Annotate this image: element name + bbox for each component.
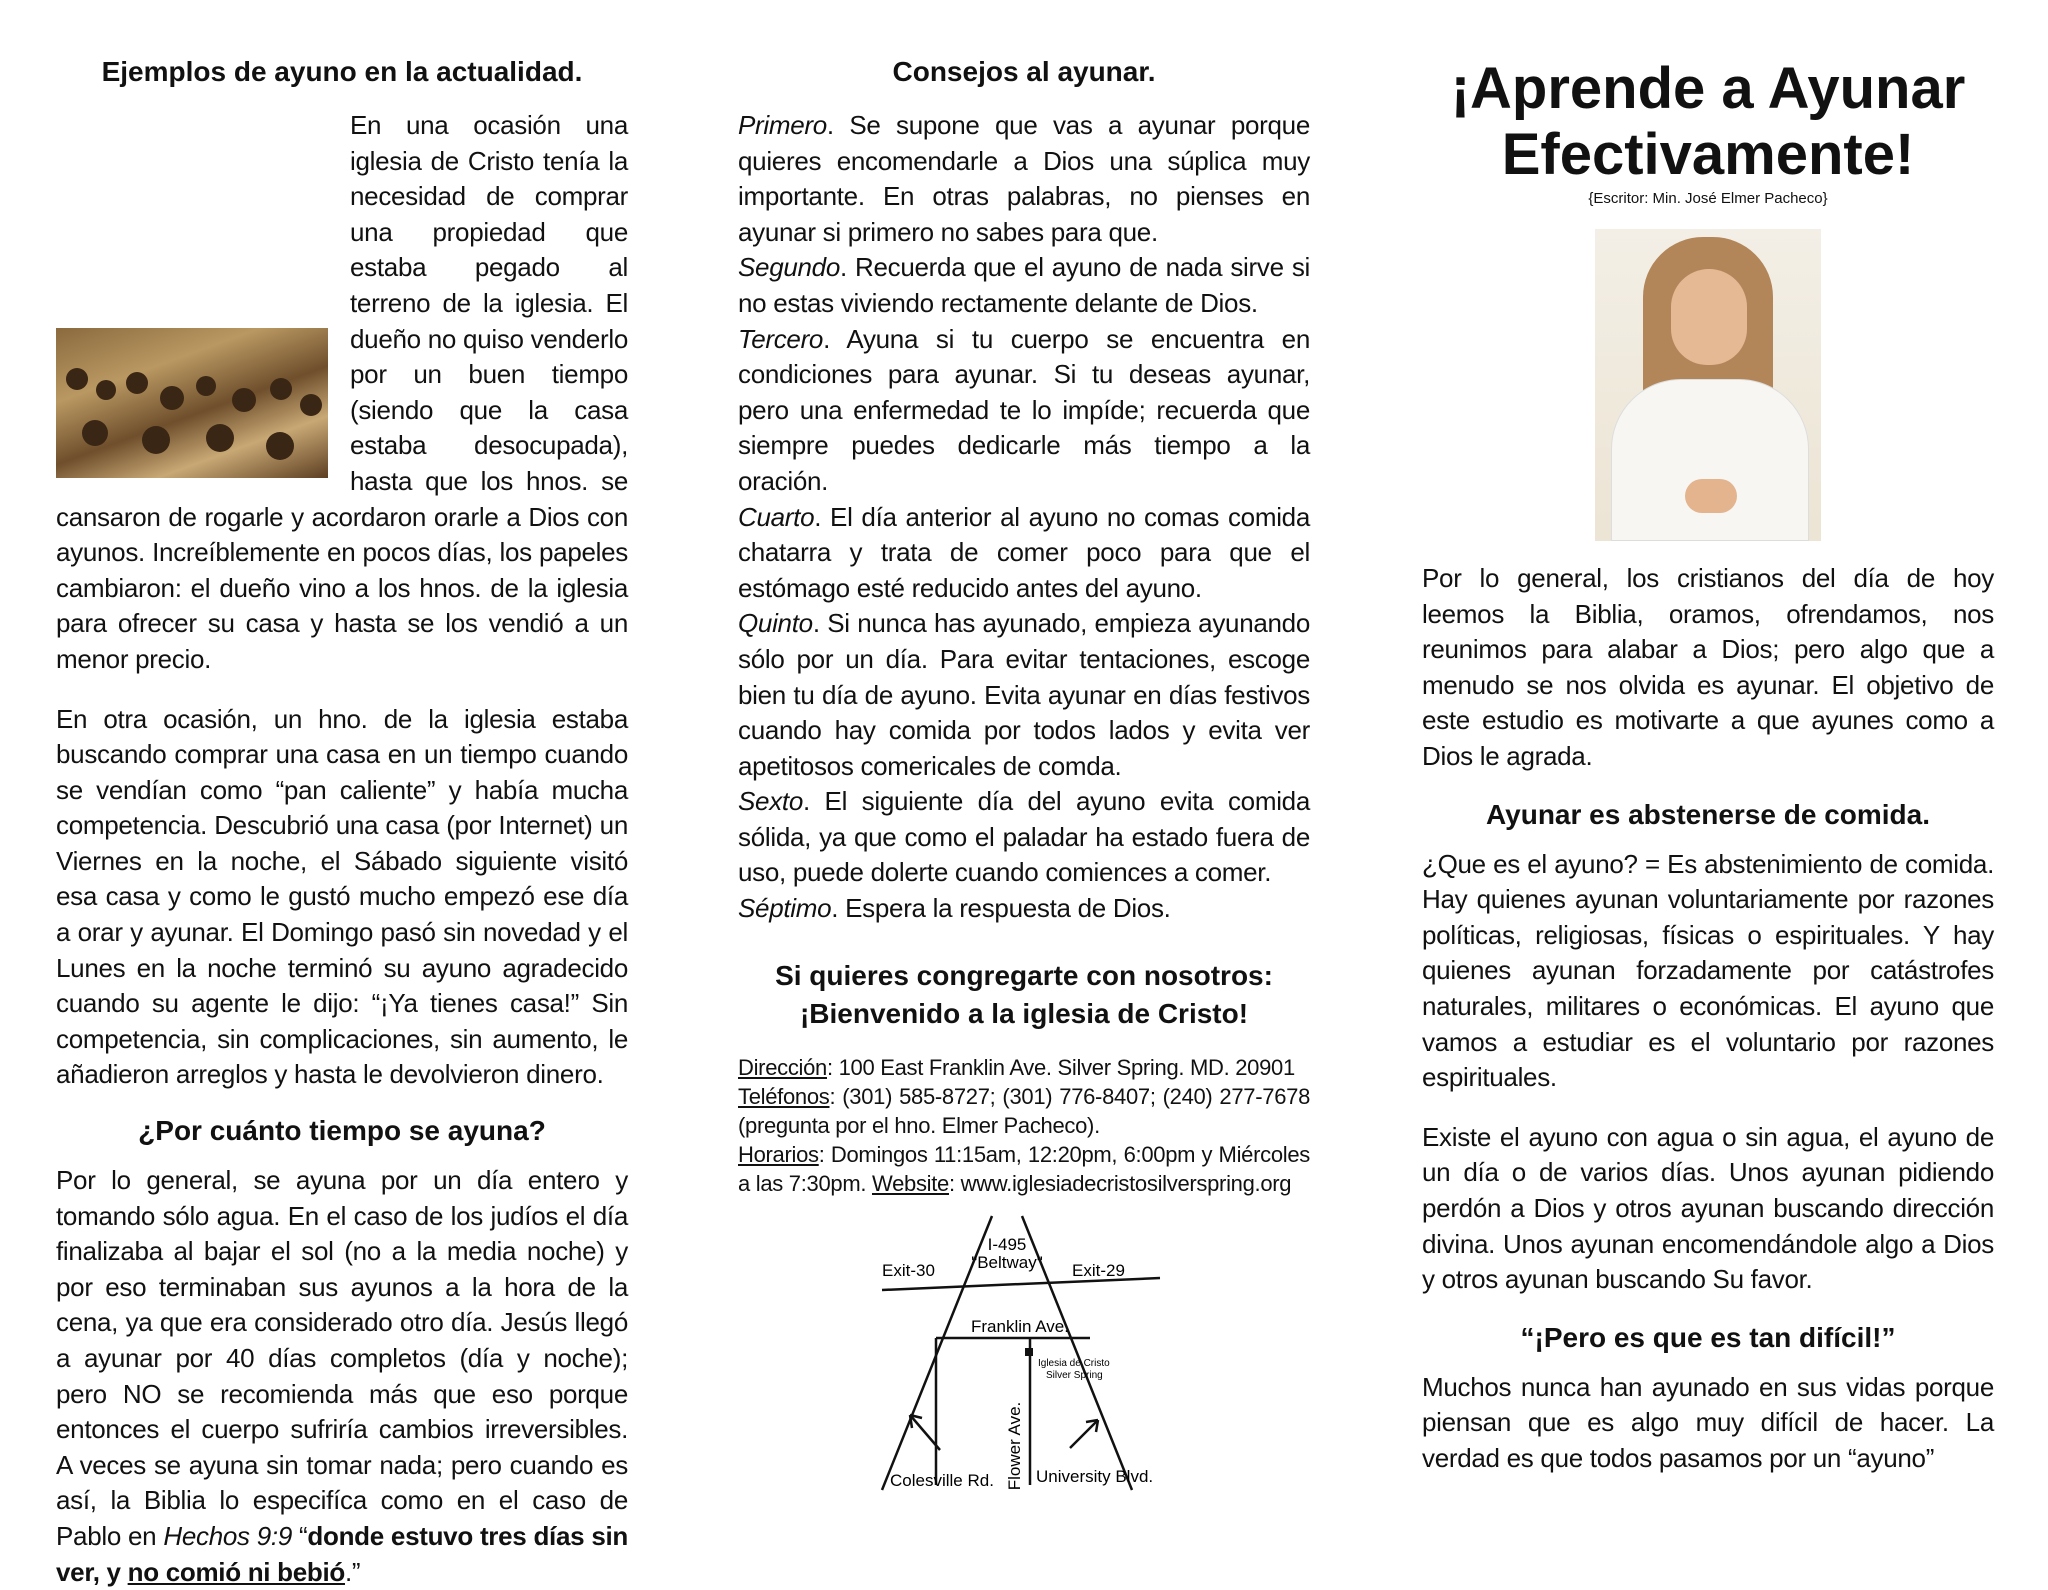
address-value: : 100 East Franklin Ave. Silver Spring. MD. 20901 <box>827 1054 1295 1080</box>
author-credit: {Escritor: Min. José Elmer Pacheco} <box>1588 190 1828 207</box>
map-label-university: University Blvd. <box>1036 1466 1154 1486</box>
example-text-1-content: En una ocasión una iglesia de Cristo tenía la necesidad de comprar una propiedad que estaba pegado al terreno de la iglesia. El dueño no quiso venderlo por un buen tiempo (siendo que la casa estaba desocupada), hasta que los hnos. se cansaron de rogarle y acordaron orarle a Dios con ayunos. Increíblemente en pocos días, los papeles cambiaron: el dueño vino a los hnos. de la iglesia para ofrecer su casa y hasta se los vendió a un menor precio. <box>56 110 628 674</box>
tip-label-7: Séptimo <box>738 893 832 924</box>
hours-value: : Domingos 11:15am, 12:20pm, 6:00pm y Miércoles a las 7:30pm. <box>738 1141 1310 1196</box>
church-marker-icon <box>1025 1348 1033 1356</box>
section-heading-examples: Ejemplos de ayuno en la actualidad. <box>101 56 583 87</box>
types-paragraph: Existe el ayuno con agua o sin agua, el ayuno de un día o de varios días. Unos ayunan pidiendo perdón a Dios y otros ayunan buscando dirección divina. Unos ayunan encomendándole algo a Dios y otros ayunan buscando Su favor. <box>1422 1121 1994 1295</box>
map-label-beltway: "Beltway" <box>971 1252 1043 1272</box>
quote-close: .” <box>344 1556 361 1587</box>
definition-paragraph: ¿Que es el ayuno? = Es abstenimiento de comida. Hay quienes ayunan voluntariamente por razones políticas, religiosas, físicas o espirituales. Y hay quienes ayunan forzadamente por catástrofes naturales, militares o económicas. El ayuno que vamos a estudiar es el voluntario por razones espirituales. <box>1422 848 1994 1093</box>
tip-label-1: Primero <box>738 110 827 140</box>
tip-label-2: Segundo <box>738 252 841 283</box>
title-line-1: ¡Aprende a Ayunar <box>1450 56 1966 121</box>
phones-value: : (301) 585-8727; (301) 776-8407; (240) 277-7678 (pregunta por el hno. Elmer Pacheco). <box>738 1083 1310 1138</box>
tip-text-6: . El siguiente día del ayuno evita comida sólida, ya que como el paladar ha estado fuera de uso, puede dolerte cuando comiences a comer. <box>738 786 1310 888</box>
address-label: Dirección <box>738 1054 827 1080</box>
brochure-title <box>1422 56 1994 188</box>
section-heading-abstain: Ayunar es abstenerse de comida. <box>1485 798 1931 830</box>
section-heading-tips: Consejos al ayunar. <box>892 56 1156 87</box>
map-label-church-name: Iglesia de Cristo <box>1038 1357 1110 1369</box>
invitation-heading <box>738 957 1310 1033</box>
example-paragraph-1 <box>56 108 628 678</box>
column-left <box>56 0 628 1590</box>
contact-info <box>738 1053 1310 1198</box>
tip-text-1: . Se supone que vas a ayunar porque quieres encomendarle a Dios una súplica muy importante. En otras palabras, no pienses en ayunar si primero no sabes para que. <box>738 110 1310 247</box>
map-label-i495: I-495 <box>987 1234 1027 1254</box>
intro-paragraph: Por lo general, los cristianos del día de hoy leemos la Biblia, oramos, ofrendamos, nos reunimos para alabar a Dios; pero algo que a menudo se nos olvida es ayunar. El objetivo de este estudio es motivarte a que ayunes como a Dios le agrada. <box>1422 563 1994 771</box>
tip-label-5: Quinto <box>738 608 813 639</box>
map-label-exit30: Exit-30 <box>882 1260 935 1280</box>
map-label-colesville: Colesville Rd. <box>890 1470 994 1490</box>
scripture-quote-underlined: no comió ni bebió <box>127 1556 345 1587</box>
website-value: : www.iglesiadecristosilverspring.org <box>948 1170 1292 1196</box>
tip-text-5: . Si nunca has ayunado, empieza ayunando sólo por un día. Para evitar tentaciones, escoge bien tu día de ayuno. Evita ayunar en días festivos cuando hay comida por todos lados y evita ver apetitosos comericales de comda. <box>738 608 1310 781</box>
difficulty-paragraph: Muchos nunca han ayunado en sus vidas porque piensan que es algo muy difícil de hacer. La verdad es que todos pasamos por un “ayuno” <box>1422 1371 1994 1473</box>
website-label: Website <box>872 1170 949 1196</box>
tips-paragraph <box>738 108 1310 927</box>
tip-text-4: . El día anterior al ayuno no comas comida chatarra y trata de comer poco para que el estómago esté reducido antes del ayuno. <box>738 501 1310 603</box>
duration-paragraph <box>56 1163 628 1590</box>
scripture-reference: Hechos 9:9 <box>163 1520 293 1551</box>
map-label-flower: Flower Ave. <box>1005 1401 1024 1490</box>
column-middle <box>738 0 1310 1500</box>
map-label-church-city: Silver Spring <box>1046 1369 1103 1381</box>
scripture-quote: donde estuvo tres días sin ver, y <box>56 1520 628 1587</box>
duration-text: Por lo general, se ayuna por un día entero y tomando sólo agua. En el caso de los judíos el día finalizaba al bajar el sol (no a la media noche) y por eso terminaban sus ayunos a la hora de la cena, ya que era considerado otro día. Jesús llegó a ayunar por 40 días completos (día y noche); pero NO se recomienda más que eso porque entonces el cuerpo sufriría cambios irreversibles. A veces se ayuna sin tomar nada; pero cuando es así, la Biblia lo especifíca como en el caso de Pablo en <box>56 1165 628 1551</box>
tip-label-6: Sexto <box>738 786 803 817</box>
map-label-franklin: Franklin Ave. <box>971 1316 1069 1336</box>
tip-text-7: . Espera la respuesta de Dios. <box>831 893 1171 924</box>
invitation-line-1: Si quieres congregarte con nosotros: <box>775 959 1273 991</box>
phones-label: Teléfonos <box>738 1083 830 1109</box>
column-right <box>1422 0 1994 1476</box>
map-label-exit29: Exit-29 <box>1072 1260 1125 1280</box>
tip-text-2: . Recuerda que el ayuno de nada sirve si no estas viviendo rectamente delante de Dios. <box>738 252 1310 318</box>
example-text-1 <box>56 108 628 678</box>
section-heading-difficult: “¡Pero es que es tan difícil!” <box>1520 1321 1896 1353</box>
tip-text-3: . Ayuna si tu cuerpo se encuentra en condiciones para ayunar. Si tu deseas ayunar, pero una enfermedad te lo impíde; recuerda que siempre puedes dedicarle más tiempo a la oración. <box>738 323 1310 496</box>
title-line-2: Efectivamente! <box>1501 122 1915 187</box>
quote-open: “ <box>292 1520 308 1551</box>
tip-label-3: Tercero <box>738 323 824 354</box>
praying-woman-photo <box>1595 229 1821 541</box>
congregation-photo <box>56 328 328 478</box>
location-map <box>870 1210 1170 1500</box>
invitation-line-2: ¡Bienvenido a la iglesia de Cristo! <box>799 997 1249 1029</box>
section-heading-duration: ¿Por cuánto tiempo se ayuna? <box>138 1115 546 1147</box>
example-paragraph-2: En otra ocasión, un hno. de la iglesia estaba buscando comprar una casa en un tiempo cuando se vendían como “pan caliente” y había mucha competencia. Descubrió una casa (por Internet) un Viernes en la noche, el Sábado siguiente visitó esa casa y como le gustó mucho empezó ese día a orar y ayunar. El Domingo pasó sin novedad y el Lunes en la noche terminó su ayuno agradecido cuando su agente le dijo: “¡Ya tienes casa!” Sin competencia, sin complicaciones, sin aumento, le añadieron arreglos y hasta le devolvieron dinero. <box>56 703 628 1090</box>
hours-label: Horarios <box>738 1141 819 1167</box>
tip-label-4: Cuarto <box>738 501 815 532</box>
